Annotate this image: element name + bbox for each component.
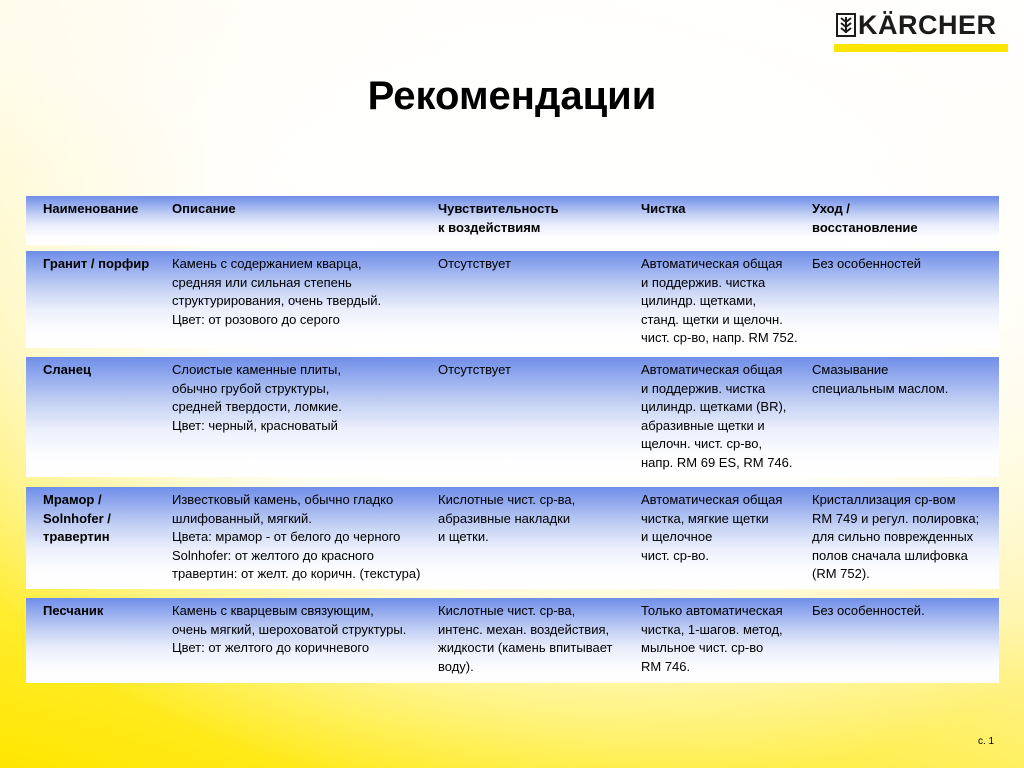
row-description-cell: Известковый камень, обычно гладко шлифованный, мягкий. Цвета: мрамор - от белого до черного Solnhofer: от желтого до красного травертин: от желт. до коричн. (текстура) [172,492,421,582]
page-number: с. 1 [978,736,995,747]
row-description-cell: Камень с кварцевым связующим, очень мягкий, шероховатой структуры. Цвет: от желтого до коричневого [172,603,407,656]
header-care: Уход / восстановление [812,201,918,235]
row-cleaning-cell: Только автоматическая чистка, 1-шагов. метод, мыльное чист. ср-во RM 746. [641,603,783,674]
logo-yellow-bar [834,44,1008,52]
table-row-marble [26,487,999,589]
karcher-wordmark: KÄRCHER [858,10,997,40]
row-care-cell: Смазывание специальным маслом. [812,362,949,396]
row-sensitivity-cell: Кислотные чист. ср-ва, абразивные накладки и щетки. [438,492,576,545]
row-care-cell: Кристаллизация ср-вом RM 749 и регул. полировка; для сильно поврежденных полов сначала шлифовка (RM 752). [812,492,980,582]
page-title: Рекомендации [367,74,657,118]
table-row-sandstone [26,598,999,683]
row-name-cell: Мрамор / Solnhofer / травертин [43,492,111,545]
row-name-cell: Песчаник [43,603,104,618]
header-cleaning: Чистка [641,201,686,216]
row-cleaning-cell: Автоматическая общая и поддержив. чистка цилиндр. щетками (BR), абразивные щетки и щелочн. чист. ср-во, напр. RM 69 ES, RM 746. [641,362,793,470]
row-name-cell: Гранит / порфир [43,256,150,271]
row-name-cell: Сланец [43,362,91,377]
row-sensitivity-cell: Отсутствует [438,362,511,377]
header-name: Наименование [43,201,139,216]
row-cleaning-cell: Автоматическая общая чистка, мягкие щетки и щелочное чист. ср-во. [641,492,783,563]
row-sensitivity-cell: Отсутствует [438,256,511,271]
row-description-cell: Камень с содержанием кварца, средняя или сильная степень структурирования, очень твердый. Цвет: от розового до серого [172,256,382,327]
row-sensitivity-cell: Кислотные чист. ср-ва, интенс. механ. воздействия, жидкости (камень впитывает воду). [438,603,613,674]
header-sensitivity: Чувствительность к воздействиям [438,201,559,235]
header-description: Описание [172,201,236,216]
row-cleaning-cell: Автоматическая общая и поддержив. чистка цилиндр. щетками, станд. щетки и щелочн. чист. ср-во, напр. RM 752. [641,256,798,346]
row-care-cell: Без особенностей. [812,603,925,618]
row-description-cell: Слоистые каменные плиты, обычно грубой структуры, средней твердости, ломкие. Цвет: черный, красноватый [172,362,342,433]
table-header-row [26,196,999,245]
karcher-logo [832,10,1008,52]
table-row-slate [26,357,999,477]
table-row-granite [26,251,999,348]
karcher-emblem-icon [836,13,856,37]
row-care-cell: Без особенностей [812,256,922,271]
